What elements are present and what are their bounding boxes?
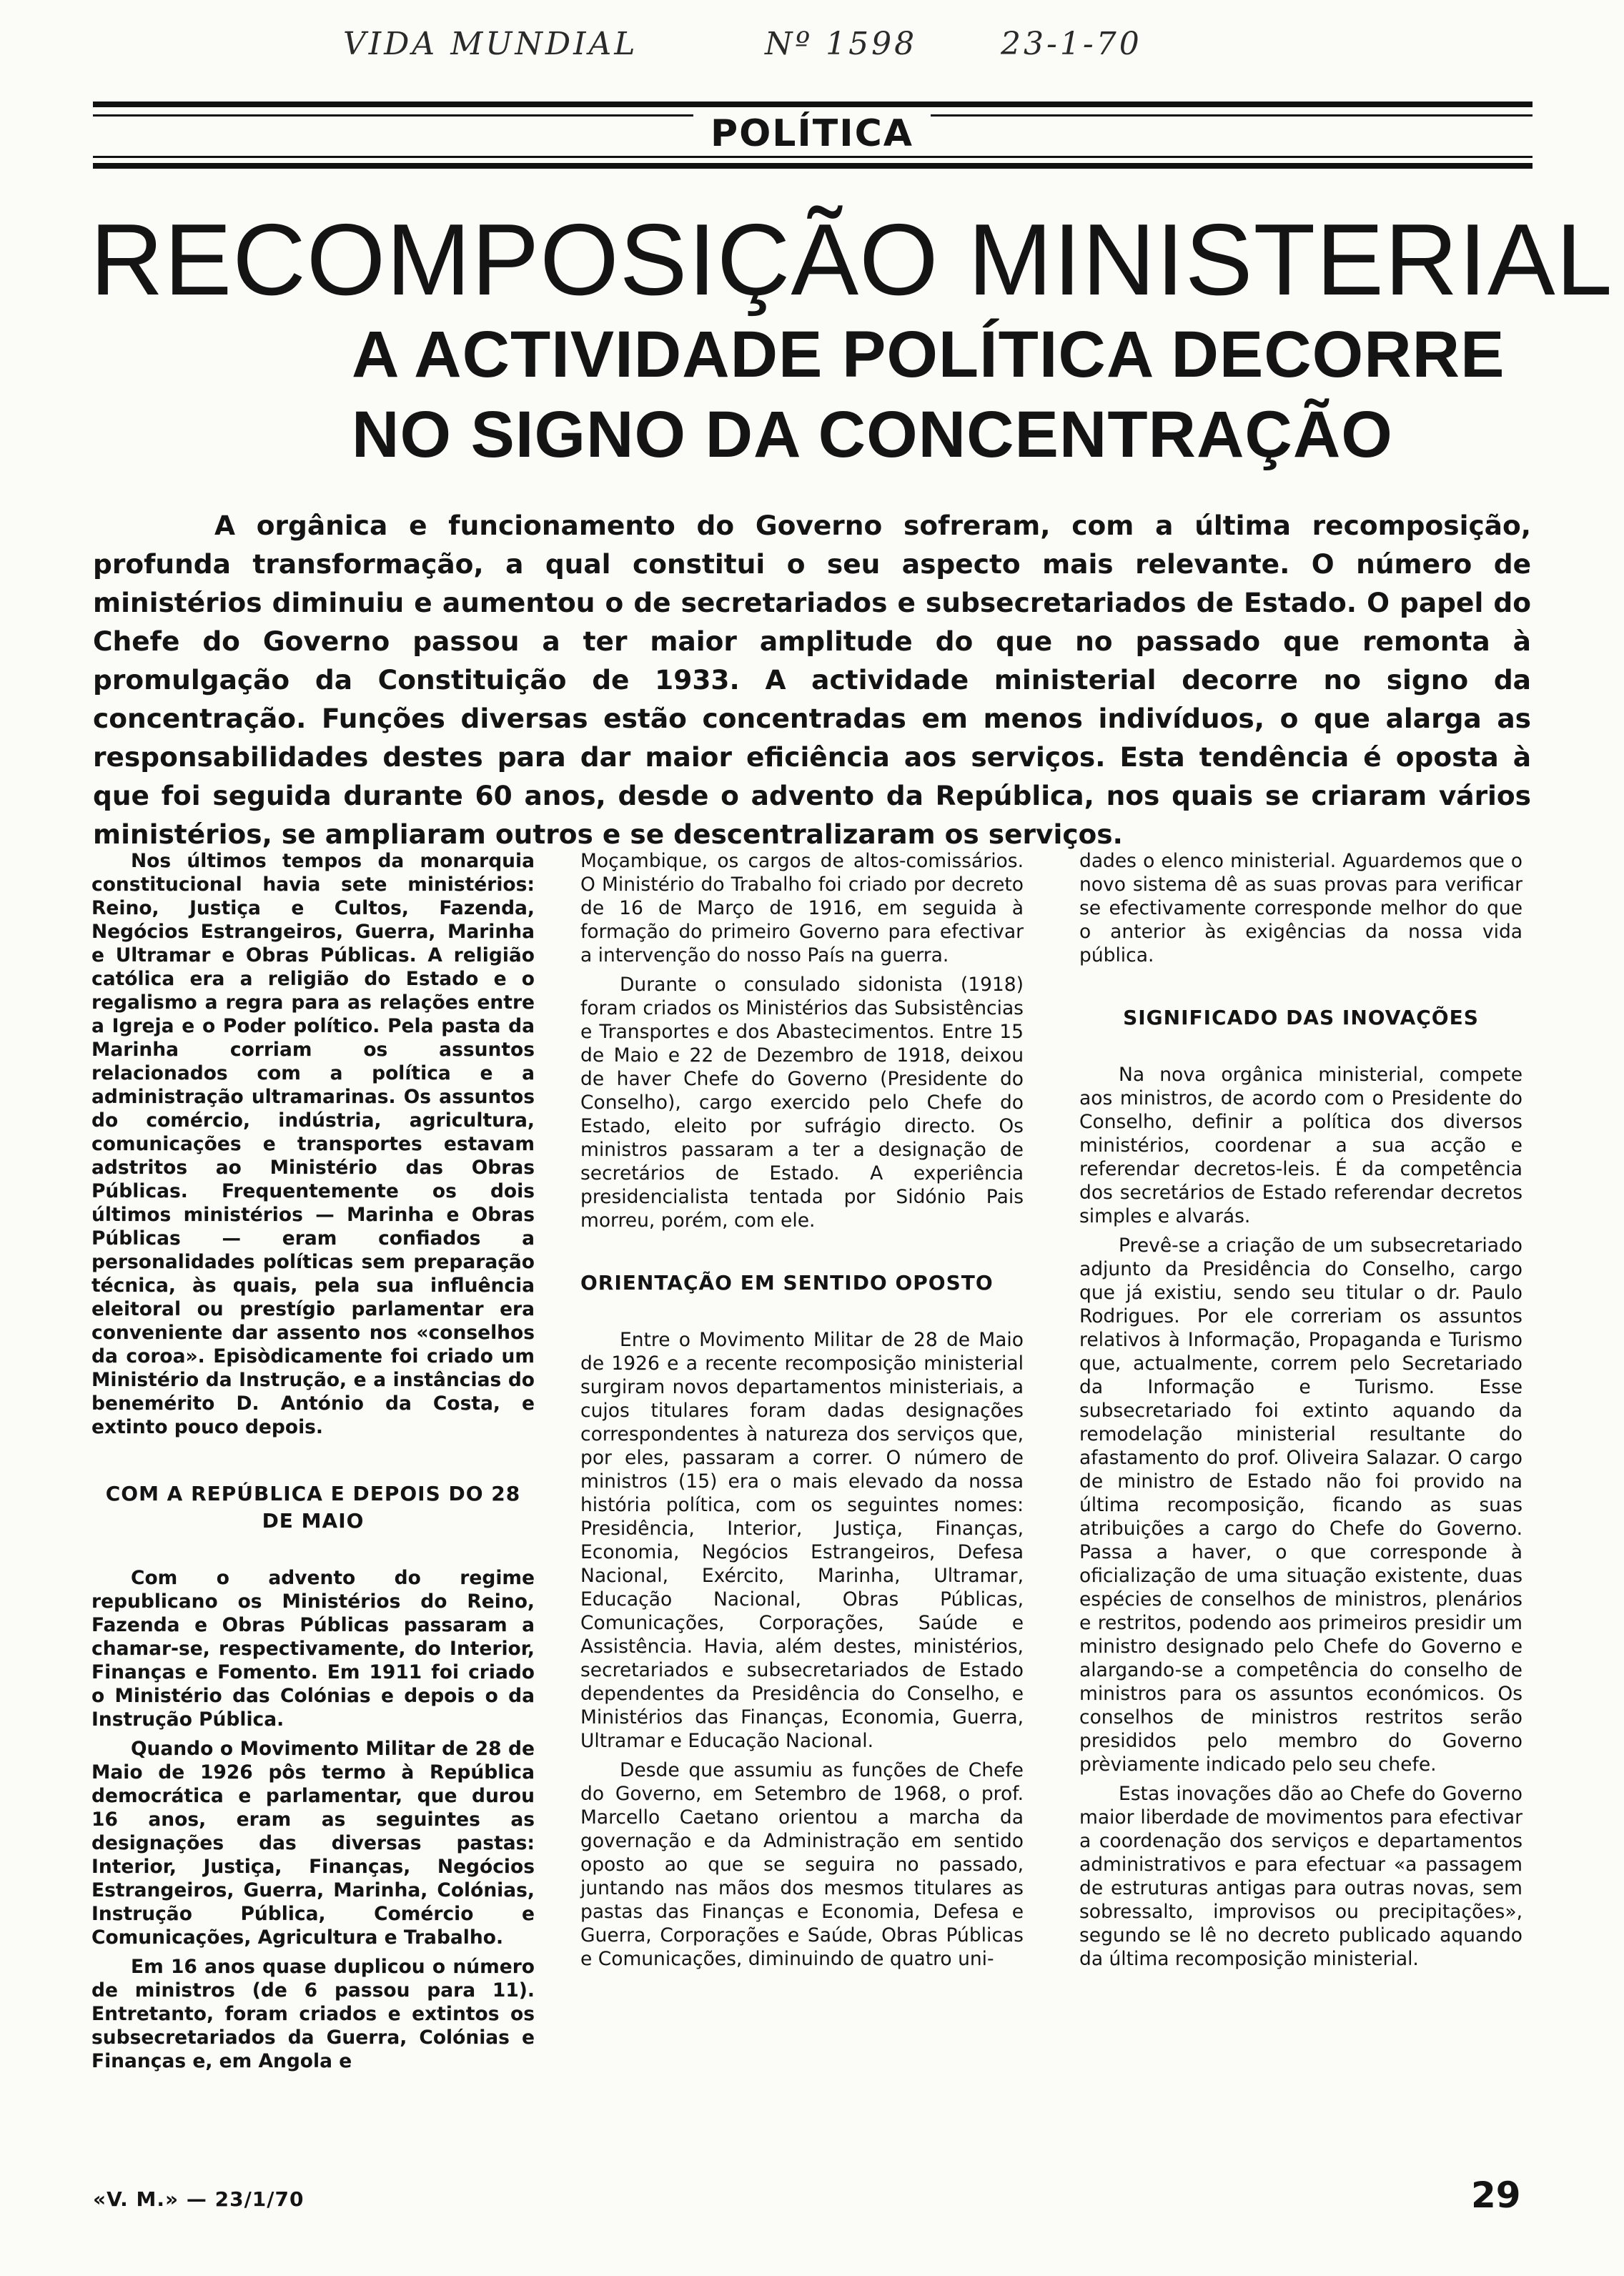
handwritten-publication: VIDA MUNDIAL [343,26,638,62]
column-1-section-heading: COM A REPÚBLICA E DEPOIS DO 28 DE MAIO [105,1482,521,1533]
section-banner [0,112,1624,156]
article-column-2 [580,849,1024,1976]
article-column-3 [1079,849,1522,1976]
column-3-paragraph-4: Estas inovações dão ao Chefe do Governo maior liberdade de movimentos para efectivar a coordenação dos serviços e departamentos administrativos e para efectuar «a passagem de estruturas antigas para outras novas, sem sobressalto, improvisos ou precipitações», segundo se lê no decreto publicado aquando da última recomposição ministerial. [1079,1783,1522,1970]
handwritten-issue-number: Nº 1598 [765,26,918,62]
column-2-section-heading: ORIENTAÇÃO EM SENTIDO OPOSTO [580,1271,994,1295]
article-lead: A orgânica e funcionamento do Governo sofreram, com a última recomposição, profunda transformação, a qual constitui o seu aspecto mais relevante. O número de ministérios diminuiu e aumentou o de secretariados e subsecretariados de Estado. O papel do Chefe do Governo passou a ter maior amplitude do que no passado que remonta à promulgação da Constituição de 1933. A actividade ministerial decorre no signo da concentração. Funções diversas estão concentradas em menos indivíduos, o que alarga as responsabilidades destes para dar maior eficiência aos serviços. Esta tendência é oposta à que foi seguida durante 60 anos, desde o advento da República, nos quais se criaram vários ministérios, se ampliaram outros e se descentralizaram os serviços. [93,510,1531,850]
banner-rule-thin [93,156,1533,158]
banner-rule-thick [93,163,1533,169]
column-3-paragraph-1: dades o elenco ministerial. Aguardemos que o novo sistema dê as suas provas para verificar se efectivamente corresponde melhor do que o anterior às exigências da nossa vida pública. [1079,850,1522,966]
column-1-paragraph-1: Nos últimos tempos da monarquia constitucional havia sete ministérios: Reino, Justiça e Cultos, Fazenda, Negócios Estrangeiros, Guerra, Marinha e Ultramar e Obras Públicas. A religião católica era a religião do Estado e o regalismo a regra para as relações entre a Igreja e o Poder político. Pela pasta da Marinha corriam os assuntos relacionados com a política e a administração ultramarinas. Os assuntos do comércio, indústria, agricultura, comunicações e transportes estavam adstritos ao Ministério das Obras Públicas. Frequentemente os dois últimos ministérios — Marinha e Obras Públicas — eram confiados a personalidades políticas sem preparação técnica, às quais, pela sua influência eleitoral ou prestígio parlamentar era conveniente dar assento nos «conselhos da coroa». Episòdicamente foi criado um Ministério da Instrução, e a instâncias do benemérito D. António da Costa, e extinto pouco depois. [91,850,535,1438]
handwritten-annotation [343,20,1287,70]
column-3-section-heading: SIGNIFICADO DAS INOVAÇÕES [1123,1006,1479,1029]
subheadline-line-2: NO SIGNO DA CONCENTRAÇÃO [352,398,1393,471]
column-1-paragraph-4: Em 16 anos quase duplicou o número de ministros (de 6 passou para 11). Entretanto, foram criados e extintos os subsecretariados da Guerra, Colónias e Finanças e, em Angola e [91,1956,535,2072]
column-1-paragraph-3: Quando o Movimento Militar de 28 de Maio de 1926 pôs termo à República democrática e parlamentar, que durou 16 anos, eram as seguintes as designações das diversas pastas: Interior, Justiça, Finanças, Negócios Estrangeiros, Guerra, Marinha, Colónias, Instrução Pública, Comércio e Comunicações, Agricultura e Trabalho. [91,1738,535,1949]
handwritten-date: 23-1-70 [1001,26,1142,62]
subheadline-line-1: A ACTIVIDADE POLÍTICA DECORRE [352,318,1505,391]
column-2-paragraph-3: Entre o Movimento Militar de 28 de Maio de 1926 e a recente recomposição ministerial surgiram novos departamentos ministeriais, a cujos titulares foram dadas designações correspondentes à natureza dos serviços que, por eles, passaram a correr. O número de ministros (15) era o mais elevado da nossa história política, com os seguintes nomes: Presidência, Interior, Justiça, Finanças, Economia, Negócios Estrangeiros, Defesa Nacional, Exército, Marinha, Ultramar, Educação Nacional, Obras Públicas, Comunicações, Corporações, Saúde e Assistência. Havia, além destes, ministérios, secretariados e subsecretariados de Estado dependentes da Presidência do Conselho, e Ministérios das Finanças, Economia, Guerra, Ultramar e Educação Nacional. [580,1329,1024,1752]
section-title: POLÍTICA [693,112,931,155]
footer-source-date: «V. M.» — 23/1/70 [93,2187,304,2211]
top-rule-thick [93,102,1533,107]
article-subheadline [352,315,1505,475]
article-headline: RECOMPOSIÇÃO MINISTERIAL [90,203,1613,317]
page-number: 29 [1471,2174,1521,2216]
column-1-paragraph-2: Com o advento do regime republicano os Ministérios do Reino, Fazenda e Obras Públicas passaram a chamar-se, respectivamente, do Interior, Finanças e Fomento. Em 1911 foi criado o Ministério das Colónias e depois o da Instrução Pública. [91,1567,535,1731]
column-2-paragraph-4: Desde que assumiu as funções de Chefe do Governo, em Setembro de 1968, o prof. Marcello Caetano orientou a marcha da governação e da Administração em sentido oposto ao que se seguira no passado, juntando nas mãos dos mesmos titulares as pastas das Finanças e Economia, Defesa e Guerra, Corporações e Saúde, Obras Públicas e Comunicações, diminuindo de quatro uni- [580,1759,1024,1970]
column-2-paragraph-2: Durante o consulado sidonista (1918) foram criados os Ministérios das Subsistências e Transportes e dos Abastecimentos. Entre 15 de Maio e 22 de Dezembro de 1918, deixou de haver Chefe do Governo (Presidente do Conselho), cargo exercido pelo Chefe do Estado, eleito por sufrágio directo. Os ministros passaram a ter a designação de secretários de Estado. A experiência presidencialista tentada por Sidónio Pais morreu, porém, com ele. [580,974,1024,1232]
column-3-paragraph-3: Prevê-se a criação de um subsecretariado adjunto da Presidência do Conselho, cargo que já existiu, sendo seu titular o dr. Paulo Rodrigues. Por ele correriam os assuntos relativos à Informação, Propaganda e Turismo que, actualmente, correm pelo Secretariado da Informação e Turismo. Esse subsecretariado foi extinto aquando da remodelação ministerial resultante do afastamento do prof. Oliveira Salazar. O cargo de ministro de Estado não foi provido na última recomposição, ficando as suas atribuições a cargo do Chefe do Governo. Passa a haver, o que corresponde à oficialização de uma situação existente, duas espécies de conselhos de ministros, plenários e restritos, podendo aos primeiros presidir um ministro designado pelo Chefe do Governo e alargando-se a competência do conselho de ministros para os assuntos económicos. Os conselhos de ministros restritos serão presididos pelo membro do Governo prèviamente indicado pelo seu chefe. [1079,1235,1522,1776]
column-3-paragraph-2: Na nova orgânica ministerial, compete aos ministros, de acordo com o Presidente do Conselho, definir a política dos diversos ministérios, coordenar a sua acção e referendar decretos-leis. É da competência dos secretários de Estado referendar decretos simples e alvarás. [1079,1064,1522,1227]
column-2-paragraph-1: Moçambique, os cargos de altos-comissários. O Ministério do Trabalho foi criado por decreto de 16 de Março de 1916, em seguida à formação do primeiro Governo para efectivar a intervenção do nosso País na guerra. [580,850,1024,966]
article-column-1 [91,849,535,2079]
